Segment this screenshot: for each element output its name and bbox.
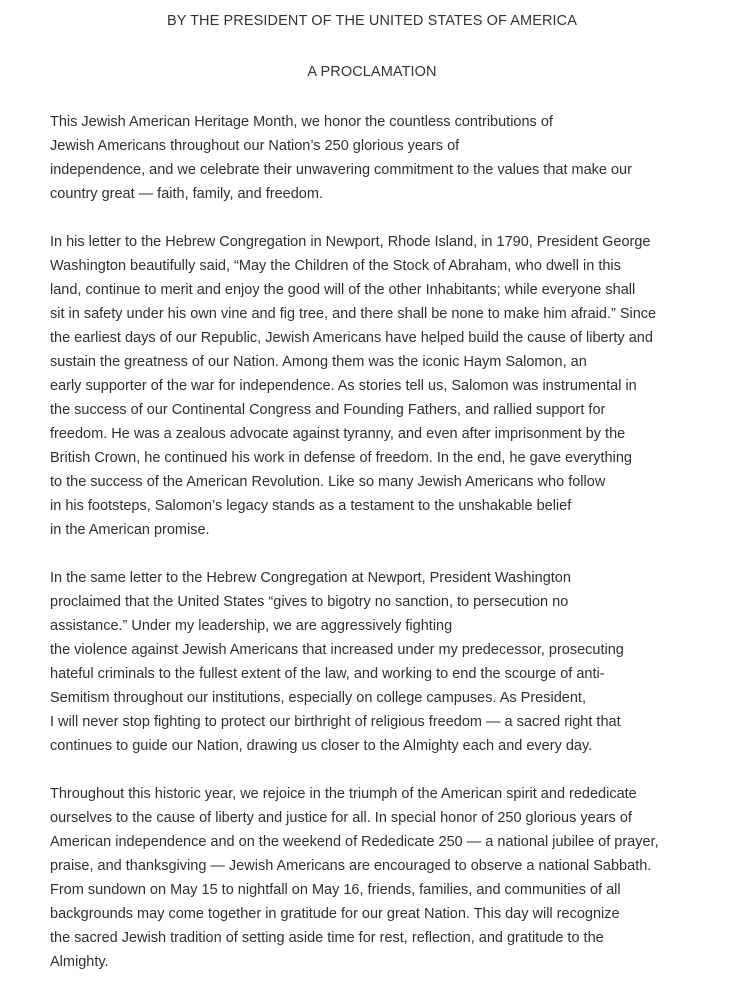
paragraph-line: in his footsteps, Salomon’s legacy stands as a testament to the unshakable belief xyxy=(50,498,572,514)
paragraph-line: the success of our Continental Congress and Founding Fathers, and rallied support for xyxy=(50,402,606,418)
paragraph-religious-freedom xyxy=(50,566,720,758)
paragraph-line: assistance.” Under my leadership, we are aggressively fighting xyxy=(50,618,453,634)
paragraph-line: praise, and thanksgiving — Jewish Americans are encouraged to observe a national Sabbath. xyxy=(50,858,652,874)
paragraph-line: sit in safety under his own vine and fig tree, and there shall be none to make him afraid.” Since xyxy=(50,306,657,322)
paragraph-line: to the success of the American Revolution. Like so many Jewish Americans who follow xyxy=(50,474,606,490)
paragraph-line: British Crown, he continued his work in defense of freedom. In the end, he gave everything xyxy=(50,450,632,466)
proclamation-authority-heading: BY THE PRESIDENT OF THE UNITED STATES OF AMERICA xyxy=(166,13,578,29)
paragraph-line: Washington beautifully said, “May the Children of the Stock of Abraham, who dwell in this xyxy=(50,258,621,274)
paragraph-line: Almighty. xyxy=(50,954,109,970)
paragraph-line: continues to guide our Nation, drawing us closer to the Almighty each and every day. xyxy=(50,738,593,754)
paragraph-line: I will never stop fighting to protect our birthright of religious freedom — a sacred right that xyxy=(50,714,621,730)
paragraph-line: proclaimed that the United States “gives to bigotry no sanction, to persecution no xyxy=(50,594,569,610)
proclamation-title: A PROCLAMATION xyxy=(307,64,437,80)
paragraph-line: This Jewish American Heritage Month, we honor the countless contributions of xyxy=(50,114,553,130)
paragraph-line: land, continue to merit and enjoy the good will of the other Inhabitants; while everyone shall xyxy=(50,282,636,298)
paragraph-line: early supporter of the war for independence. As stories tell us, Salomon was instrumental in xyxy=(50,378,637,394)
paragraph-line: Throughout this historic year, we rejoice in the triumph of the American spirit and rededicate xyxy=(50,786,637,802)
paragraph-national-sabbath xyxy=(50,782,720,974)
paragraph-line: ourselves to the cause of liberty and justice for all. In special honor of 250 glorious years of xyxy=(50,810,632,826)
paragraph-line: the sacred Jewish tradition of setting aside time for rest, reflection, and gratitude to the xyxy=(50,930,604,946)
paragraph-line: American independence and on the weekend of Rededicate 250 — a national jubilee of prayer, xyxy=(50,834,659,850)
paragraph-line: hateful criminals to the fullest extent of the law, and working to end the scourge of anti- xyxy=(50,666,605,682)
paragraph-line: backgrounds may come together in gratitude for our great Nation. This day will recognize xyxy=(50,906,620,922)
paragraph-line: the earliest days of our Republic, Jewish Americans have helped build the cause of liberty and xyxy=(50,330,653,346)
paragraph-heritage-month xyxy=(50,110,720,206)
paragraph-washington-letter xyxy=(50,230,720,542)
paragraph-line: independence, and we celebrate their unwavering commitment to the values that make our xyxy=(50,162,632,178)
paragraph-line: Jewish Americans throughout our Nation’s 250 glorious years of xyxy=(50,138,460,154)
paragraph-line: the violence against Jewish Americans that increased under my predecessor, prosecuting xyxy=(50,642,624,658)
paragraph-line: country great — faith, family, and freedom. xyxy=(50,186,323,202)
paragraph-line: Semitism throughout our institutions, especially on college campuses. As President, xyxy=(50,690,586,706)
paragraph-line: freedom. He was a zealous advocate against tyranny, and even after imprisonment by the xyxy=(50,426,626,442)
paragraph-line: in the American promise. xyxy=(50,522,210,538)
paragraph-line: From sundown on May 15 to nightfall on May 16, friends, families, and communities of all xyxy=(50,882,621,898)
paragraph-line: In his letter to the Hebrew Congregation in Newport, Rhode Island, in 1790, President George xyxy=(50,234,651,250)
paragraph-line: In the same letter to the Hebrew Congregation at Newport, President Washington xyxy=(50,570,571,586)
paragraph-line: sustain the greatness of our Nation. Among them was the iconic Haym Salomon, an xyxy=(50,354,587,370)
